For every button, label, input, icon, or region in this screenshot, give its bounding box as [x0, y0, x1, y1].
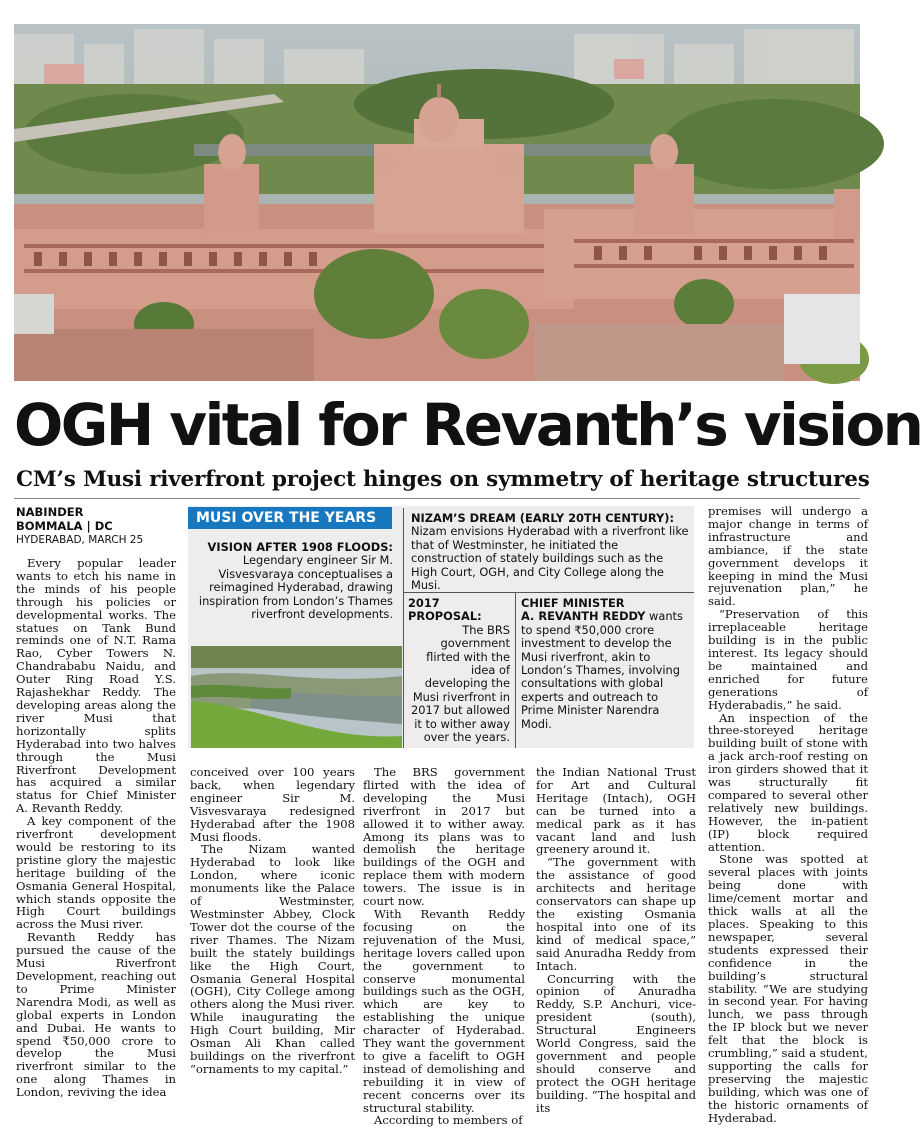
box-tag: MUSI OVER THE YEARS	[188, 507, 392, 529]
paragraph: “The government with the assistance of good architects and heritage conservators can shape up the existing Osmania hospital into one of its kind of medical space,” said Anuradha Reddy from Intach.	[536, 855, 696, 973]
dateline: HYDERABAD, MARCH 25	[16, 534, 144, 546]
article-column-5	[708, 504, 868, 1125]
paragraph: the Indian National Trust for Art and Cultural Heritage (Intach), OGH can be turned into a medical park as it has vacant land and lush greenery around it.	[536, 765, 696, 857]
paragraph: With Revanth Reddy focusing on the rejuvenation of the Musi, heritage lovers called upon the government to conserve monumental buildings such as the OGH, which are key to establishing the unique character of Hyderabad. They want the government to give a facelift to OGH instead of demolishing and rebuilding it in view of recent concerns over its structural stability.	[363, 906, 525, 1115]
nizam-text: Nizam envisions Hyderabad with a riverfront like that of Westminster, he initiated the construction of stately buildings such as the High Court, OGH, and City College along the Musi.	[411, 524, 689, 593]
header-rule	[14, 498, 860, 499]
box-divider-vertical-2	[515, 593, 516, 748]
byline-name: NABINDER	[16, 505, 84, 519]
proposal-2017-heading: 2017 PROPOSAL:	[408, 596, 482, 624]
paragraph: A key component of the riverfront development would be restoring to its pristine glory the majestic heritage building of the Osmania General Hospital, which stands opposite the High Court buildings across the Musi river.	[16, 814, 176, 932]
byline	[16, 505, 186, 547]
box-divider-vertical	[403, 508, 404, 748]
article-column-4	[536, 765, 696, 1115]
paragraph: The BRS government flirted with the idea of developing the Musi riverfront in 2017 but allowed it to wither away. Among its plans was to demolish the heritage buildings of the OGH and replace them with modern towers. The issue is in court now.	[363, 765, 525, 909]
nizam-section	[411, 512, 691, 592]
vision-text: Legendary engineer Sir M. Visvesvaraya conceptualises a reimagined Hyderabad, drawing inspiration from London’s Thames riverfront developments.	[198, 553, 393, 622]
paragraph: The Nizam wanted Hyderabad to look like London, where iconic monuments like the Palace of Westminster, Westminster Abbey, Clock Tower dot the course of the river Thames. The Nizam built the stately buildings like the High Court, Osmania General Hospital (OGH), City College among others along the Musi river. While inaugurating the High Court building, Mir Osman Ali Khan called buildings on the riverfront “ornaments to my capital.”	[190, 842, 355, 1076]
paragraph: According to members of	[374, 1113, 523, 1127]
article-column-2	[190, 766, 355, 1106]
paragraph: An inspection of the three-storeyed heritage building built of stone with a jack arch-roof resting on iron girders showed that it was structurally fit compared to several other relatively new buildings. However, the in-patient (IP) block required attention.	[708, 710, 868, 854]
chief-minister-section	[521, 597, 691, 731]
vision-heading: VISION AFTER 1908 FLOODS:	[207, 540, 393, 554]
paragraph: Every popular leader wants to etch his name in the minds of his people through his policies or developmental works. The statues on Tank Bund reminds one of N.T. Rama Rao, Cyber Towers N. Chandrababu Naidu, and Outer Ring Road Y.S. Rajashekhar Reddy. The developing areas along the river Musi that horizontally splits Hyderabad into two halves through the Musi Riverfront Development has acquired a similar status for Chief Minister A. Revanth Reddy.	[16, 556, 176, 816]
hero-photo	[14, 24, 860, 381]
proposal-2017-text: The BRS government flirted with the idea of developing the Musi riverfront in 2017 but allowed it to wither away over the years.	[411, 622, 510, 745]
river-photo	[191, 646, 402, 748]
byline-desk: BOMMALA | DC	[16, 519, 113, 533]
paragraph: Revanth Reddy has pursued the cause of the Musi Riverfront Development, reaching out to Prime Minister Narendra Modi, as well as global experts in London and Dubai. He wants to spend ₹50,000 crore to develop the Musi riverfront similar to the one along Thames in London, reviving the idea	[16, 930, 176, 1100]
headline: OGH vital for Revanth’s vision	[14, 391, 921, 459]
nizam-heading: NIZAM’S DREAM (EARLY 20TH CENTURY):	[411, 511, 675, 525]
subheadline: CM’s Musi riverfront project hinges on symmetry of heritage structures	[16, 467, 870, 492]
vision-section	[193, 541, 393, 621]
paragraph: “Preservation of this irreplaceable heritage building is in the public interest. Its legacy should be maintained and enriched for future generations of Hyderabadis,” he said.	[708, 607, 868, 712]
cm-heading-title: CHIEF MINISTER	[521, 596, 625, 610]
proposal-2017-section	[408, 597, 510, 744]
cm-text: wants to spend ₹50,000 crore investment to develop the Musi riverfront, akin to London’s Thames, involving consultations with global experts and outreach to Prime Minister Narendra Modi.	[521, 609, 683, 731]
paragraph: conceived over 100 years back, when legendary engineer Sir M. Visvesvaraya redesigned Hyderabad after the 1908 Musi floods.	[190, 765, 355, 844]
paragraph: premises will undergo a major change in terms of infrastructure and ambiance, if the state government develops it keeping in mind the Musi rejuvenation plan,” he said.	[708, 504, 868, 609]
paragraph: Concurring with the opinion of Anuradha Reddy, S.P. Anchuri, vice-president (south), Structural Engineers World Congress, said the government and people should conserve and protect the OGH heritage building. “The hospital and its	[536, 971, 696, 1115]
paragraph: Stone was spotted at several places with joints being done with lime/cement mortar and thick walls at all the places. Speaking to this newspaper, several students expressed their confidence in the building’s structural stability. “We are studying in second year. For having lunch, we pass through the IP block but we never felt that the block is crumbling,” said a student, supporting the calls for preserving the majestic building, which was one of the historic ornaments of Hyderabad.	[708, 852, 868, 1125]
article-column-1	[16, 557, 176, 1109]
cm-heading-name: A. REVANTH REDDY	[521, 609, 646, 624]
article-column-3	[363, 765, 525, 1127]
